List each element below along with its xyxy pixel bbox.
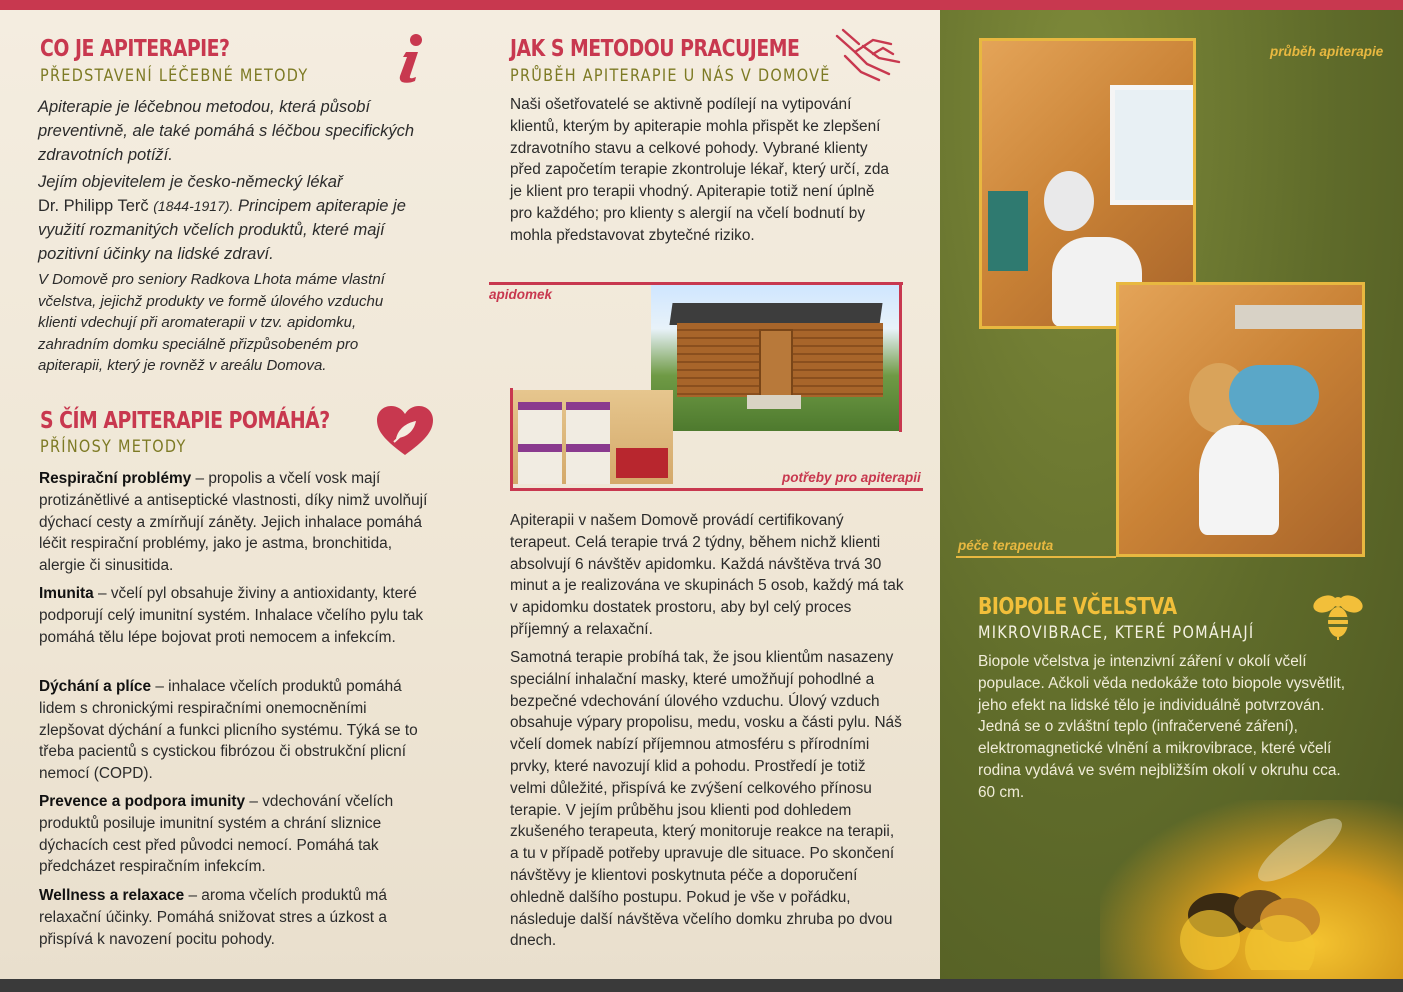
ramp (747, 395, 801, 409)
discoverer-years: (1844-1917). (153, 198, 234, 214)
work-paragraph-1: Naši ošetřovatelé se aktivně podílejí na vytipování klientů, kterým by apiterapie mohla přispět ke zlepšení zdravotního stavu a celkové pohody. Vybrané klienty před započetím terapie zkontroluje lékař, který určí, zda je klient pro terapii vhodný. Apiterapie totiž není úplně pro každého; pro klienty s alergií na včelí bodnutí by mohla představovat zbytečné riziko. (510, 96, 889, 244)
discoverer-text-b: Principem apiterapie je využití rozmanitých včelích produktů, které mají pozitivní účinky na lidské zdraví. (38, 197, 406, 263)
cabin-door (759, 329, 793, 399)
benefit-respiratory: Respirační problémy – propolis a včelí vosk mají protizánětlivé a antiseptické vlastnosti, díky nimž uvolňují dýchací cesty a zmírňují záněty. Jejich inhalace pomáhá léčit respirační problémy, jako je astma, bronchitida, alergie či sinusitida. (39, 470, 428, 575)
client-figure (1044, 171, 1094, 231)
discoverer-name: Dr. Philipp Terč (38, 197, 149, 215)
hands-icon (833, 26, 903, 82)
therapist-care-photo (1116, 282, 1365, 557)
biofield-paragraph: Biopole včelstva je intenzivní záření v okolí včelí populace. Ačkoli věda nedokáže toto biopole vysvětlit, jeho efekt na lidské tělo je individuálně potvrzován. Jedná se o zvláštní teplo (infračervené záření), elektromagnetické vlnění a mikrovibrace, které včelí rodina vydává ve svém nejbližším okolí v okruhu cca. 60 cm. (978, 653, 1346, 801)
benefit-term: Respirační problémy (39, 470, 192, 487)
intro-paragraph: Apiterapie je léčebnou metodou, která působí preventivně, ale také pomáhá s léčbou specifických zdravotních potíží. (38, 98, 415, 164)
top-accent-bar (0, 0, 1403, 10)
info-icon (396, 32, 426, 84)
section-subtitle-biofield: MIKROVIBRACE, KTERÉ POMÁHAJÍ (978, 623, 1255, 643)
section-subtitle-what-is: PŘEDSTAVENÍ LÉČEBNÉ METODY (40, 66, 309, 86)
caption-apidomek: apidomek (489, 287, 553, 302)
caption-potreby: potřeby pro apiterapii (782, 470, 921, 485)
chair (988, 191, 1028, 271)
benefit-term: Wellness a relaxace (39, 887, 185, 904)
section-title-what-is: CO JE APITERAPIE? (40, 36, 230, 62)
supply-box (566, 444, 610, 484)
section-subtitle-how-we-work: PRŮBĚH APITERAPIE U NÁS V DOMOVĚ (510, 66, 831, 86)
benefit-wellness: Wellness a relaxace – aroma včelích produktů má relaxační účinky. Pomáhá snižovat stres a úzkost a přispívá k navození pocitu pohody. (39, 887, 387, 948)
benefit-term: Prevence a podpora imunity (39, 793, 246, 810)
shelf (1235, 305, 1365, 329)
bee-icon (1311, 590, 1365, 640)
bee-photo (1150, 810, 1350, 970)
therapist-figure (1229, 365, 1319, 425)
supply-box (616, 448, 668, 478)
client-figure (1199, 425, 1279, 535)
red-frame-line (899, 282, 902, 432)
red-frame-line (510, 388, 513, 491)
supply-box (518, 444, 562, 484)
caption-pece: péče terapeuta (958, 538, 1054, 553)
section-subtitle-benefits: PŘÍNOSY METODY (40, 437, 187, 457)
benefit-immunity: Imunita – včelí pyl obsahuje živiny a antioxidanty, které podporují celý imunitní systém. Inhalace včelího pylu tak pomáhá tělu lépe bojovat proti nemocem a infekcím. (39, 585, 424, 646)
section-title-how-we-work: JAK S METODOU PRACUJEME (510, 36, 800, 62)
apidomek-photo (651, 285, 900, 431)
benefit-prevention: Prevence a podpora imunity – vdechování včelích produktů posiluje imunitní systém a chrání sliznice dýchacích cest před původci nemocí. Pomáhá tak předcházet respiračním infekcím. (39, 793, 394, 876)
apitherapy-supplies-photo (512, 390, 673, 484)
gold-frame-line (956, 556, 1116, 558)
roof-shape (669, 303, 882, 325)
benefit-term: Dýchání a plíce (39, 678, 152, 695)
discoverer-paragraph (38, 170, 433, 266)
work-paragraph-3: Samotná terapie probíhá tak, že jsou klientům nasazeny speciální inhalační masky, které umožňují pohodlné a bezpečné vdechování úlového vzduchu. Úlový vzduch obsahuje výpary propolisu, medu, vosku a části pylu. Náš včelí domek nabízí příjemnou atmosféru s přírodními prvky, které navozují klid a pohodu. Prostředí je totiž velmi důležité, přispívá ke zvýšení celkového přínosu terapie. V jejím průběhu jsou klienti pod dohledem zkušeného terapeuta, který monitoruje reakce na terapii, a tu v případě potřeby upravuje dle situace. Po skončení návštěvy je klientovi poskytnuta péče a doporučení ohledně dalšího postupu. Pokud je vše v pořádku, následuje další návštěva včelího domku zhruba po dvou dnech. (510, 649, 902, 950)
caption-prubeh: průběh apiterapie (1270, 44, 1384, 59)
window (1110, 85, 1196, 205)
discoverer-text-a: Jejím objevitelem je česko-německý lékař (38, 173, 343, 191)
supply-box (566, 402, 610, 450)
red-frame-line (510, 488, 923, 491)
home-bees-paragraph: V Domově pro seniory Radkova Lhota máme vlastní včelstva, jejichž produkty ve formě úlového vzduchu klienti vdechují při aromaterapii v tzv. apidomku, zahradním domku speciálně přizpůsobeném pro apiterapii, který je rovněž v areálu Domova. (38, 271, 385, 374)
benefit-breathing: Dýchání a plíce – inhalace včelích produktů pomáhá lidem s chronickými respiračními onemocněními zlepšovat dýchání a funkci plicního systému. Týká se to třeba pacientů s cystickou fibrózou či obstrukční plicní nemocí (COPD). (39, 678, 418, 783)
bottom-bar (0, 979, 1403, 992)
benefit-term: Imunita (39, 585, 94, 602)
work-paragraph-2: Apiterapii v našem Domově provádí certifikovaný terapeut. Celá terapie trvá 2 týdny, během nichž klienti absolvují 6 návštěv apidomku. Každá návštěva trvá 30 minut a je realizována ve skupinách 5 osob, každý má tak v apidomku dostatek prostoru, aby byl celý proces příjemný a relaxační. (510, 512, 904, 638)
section-title-biofield: BIOPOLE VČELSTVA (978, 594, 1177, 620)
supply-box (518, 402, 562, 450)
heart-leaf-icon (376, 405, 434, 457)
section-title-benefits: S ČÍM APITERAPIE POMÁHÁ? (40, 408, 330, 434)
